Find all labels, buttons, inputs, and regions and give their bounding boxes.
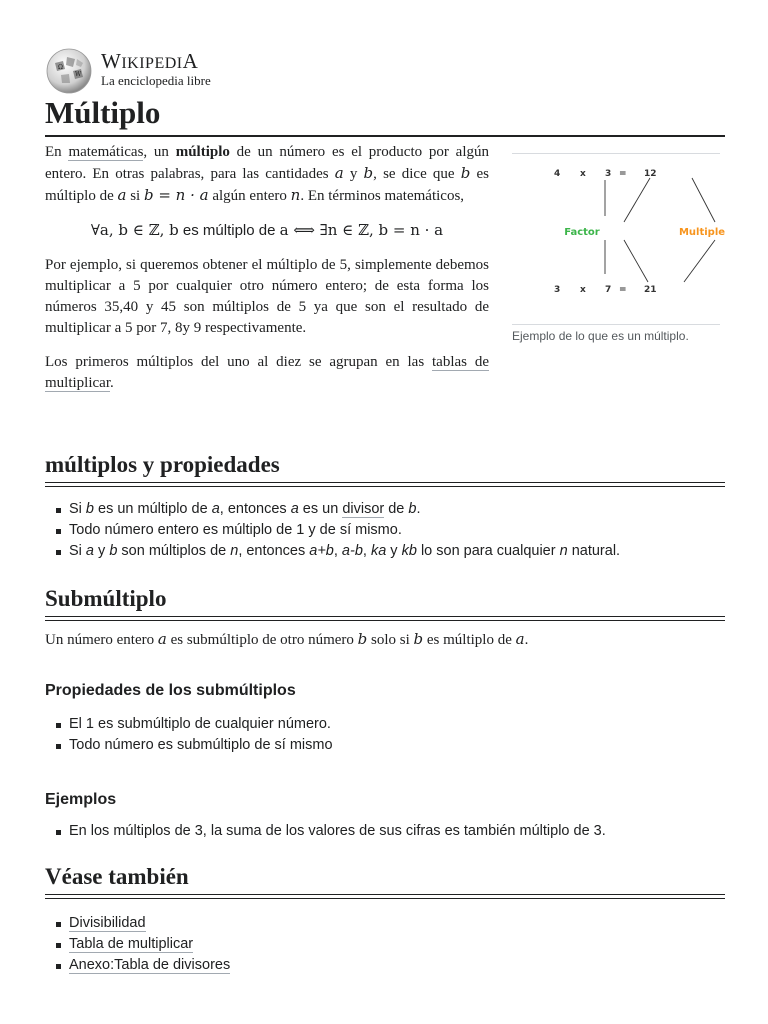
wikipedia-globe-icon: [45, 47, 93, 95]
list-item: Si a y b son múltiplos de n, entonces a+b, a-b, ka y kb lo son para cualquier n natural.: [53, 541, 713, 562]
wordmark-initial: W: [101, 49, 122, 73]
figure-top-token-3: =: [619, 169, 627, 179]
list-propiedades-submultiplos: [53, 714, 713, 756]
formula-display: ∀a, b ∈ ℤ, b es múltiplo de a ⟺ ∃n ∈ ℤ, b = n · a: [90, 221, 444, 239]
heading-ejemplos: Ejemplos: [45, 791, 117, 808]
wordmark: [101, 49, 198, 74]
figure-top-token-0: 4: [554, 169, 561, 179]
wikipedia-logo[interactable]: [45, 45, 285, 95]
figure-bottom-token-2: 7: [605, 285, 612, 295]
tagline: La enciclopedia libre: [101, 73, 211, 88]
link-anexo-tabla-de-divisores[interactable]: Anexo:Tabla de divisores: [69, 957, 231, 973]
lead-paragraph-2: Por ejemplo, si queremos obtener el múltiplo de 5, simplemente debemos multiplicar a 5 por cualquier otro número entero; de esta forma los números 35,40 y 45 son múltiplos de 5 ya que son el resultado de multiplicar a 5 por 7, 8y 9 respectivamente.: [45, 257, 489, 336]
wordmark-middle: IKIPEDI: [121, 55, 183, 72]
list-item: [53, 934, 713, 955]
list-vease-tambien: [53, 913, 713, 976]
heading-vease-tambien: Véase también: [45, 862, 725, 895]
list-item: Todo número entero es múltiplo de 1 y de sí mismo.: [53, 520, 713, 541]
wordmark-final: A: [182, 49, 199, 73]
label-factor: Factor: [564, 227, 600, 238]
figure-bottom-token-4: 21: [644, 285, 657, 295]
list-item: Si b es un múltiplo de a, entonces a es un divisor de b.: [53, 499, 713, 520]
figure-multiplo: [512, 153, 766, 343]
submultiplo-paragraph: Un número entero a es submúltiplo de otro número b solo si b es múltiplo de a.: [45, 630, 529, 648]
figure-caption: Ejemplo de lo que es un múltiplo.: [512, 324, 720, 343]
figure-top-token-2: 3: [605, 169, 612, 179]
heading-propiedades-submultiplos: Propiedades de los submúltiplos: [45, 682, 296, 699]
term-multiplo: múltiplo: [175, 144, 230, 160]
page-title: Múltiplo: [45, 92, 725, 137]
list-item: Todo número es submúltiplo de sí mismo: [53, 735, 713, 756]
heading-submultiplo: Submúltiplo: [45, 584, 725, 617]
figure-bottom-token-1: x: [580, 285, 586, 295]
equation-inline: b = n · a: [143, 186, 209, 204]
lead-paragraph-3: Los primeros múltiplos del uno al diez se agrupan en las tablas de multiplicar.: [45, 354, 489, 391]
list-item: En los múltiplos de 3, la suma de los valores de sus cifras es también múltiplo de 3.: [53, 821, 713, 842]
svg-text:W: W: [75, 71, 82, 78]
heading-multiplos-y-propiedades: múltiplos y propiedades: [45, 450, 725, 483]
link-divisibilidad[interactable]: Divisibilidad: [69, 915, 146, 931]
list-item: [53, 913, 713, 934]
link-matematicas[interactable]: matemáticas: [68, 144, 144, 160]
figure-bottom-token-3: =: [619, 285, 627, 295]
lead-section: [45, 142, 489, 407]
figure-bottom-token-0: 3: [554, 285, 561, 295]
list-item: El 1 es submúltiplo de cualquier número.: [53, 714, 713, 735]
list-propiedades: [53, 499, 713, 562]
lead-paragraph-1: En matemáticas, un múltiplo de un número es el producto por algún entero. En otras palabras, para las cantidades a y b, se dice que b es múltiplo de a si b = n · a algún entero n. En términos matemáticos,: [45, 144, 490, 204]
svg-text:Ω: Ω: [58, 64, 63, 71]
label-multiple: Multiple: [678, 227, 726, 238]
figure-top-token-1: x: [580, 169, 586, 179]
link-tabla-de-multiplicar[interactable]: Tabla de multiplicar: [69, 936, 194, 952]
link-tablas-de-multiplicar[interactable]: tablas de multiplicar: [45, 354, 489, 391]
list-ejemplos: [53, 821, 713, 842]
list-item: [53, 955, 713, 976]
figure-top-token-4: 12: [644, 169, 657, 179]
figure-diagram[interactable]: [512, 154, 726, 324]
link-divisor[interactable]: divisor: [342, 501, 385, 517]
